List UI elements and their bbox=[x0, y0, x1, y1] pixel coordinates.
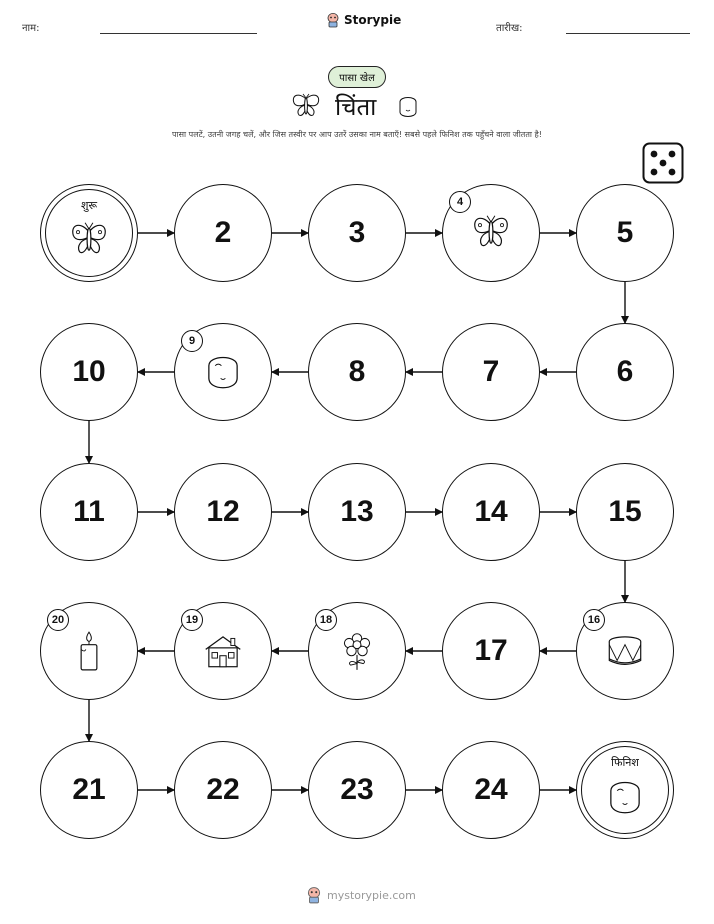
space-number-badge: 16 bbox=[583, 609, 605, 631]
space-number: 5 bbox=[616, 216, 634, 249]
board-space-9 bbox=[174, 323, 272, 421]
footer bbox=[306, 886, 416, 904]
space-number: 15 bbox=[608, 495, 642, 528]
board-space-21 bbox=[40, 741, 138, 839]
space-number-badge: 20 bbox=[47, 609, 69, 631]
board-space-3 bbox=[308, 184, 406, 282]
date-label: तारीख: bbox=[496, 23, 523, 34]
finish-space bbox=[576, 741, 674, 839]
space-number: 10 bbox=[72, 355, 106, 388]
storypie-logo-icon bbox=[306, 886, 322, 904]
space-number: 8 bbox=[348, 355, 366, 388]
board-space-4 bbox=[442, 184, 540, 282]
board-space-12 bbox=[174, 463, 272, 561]
space-number: 11 bbox=[73, 495, 105, 528]
board-space-16 bbox=[576, 602, 674, 700]
name-label: नाम: bbox=[22, 23, 40, 34]
space-number: 24 bbox=[474, 773, 508, 806]
space-number: 23 bbox=[340, 773, 374, 806]
board-space-13 bbox=[308, 463, 406, 561]
space-number: 6 bbox=[616, 355, 634, 388]
house-icon bbox=[201, 629, 245, 673]
space-number: 2 bbox=[214, 216, 232, 249]
footer-site: mystorypie.com bbox=[327, 888, 416, 902]
space-number-badge: 19 bbox=[181, 609, 203, 631]
finish-label: फिनिश bbox=[611, 756, 639, 769]
board-space-24 bbox=[442, 741, 540, 839]
board-space-23 bbox=[308, 741, 406, 839]
start-space bbox=[40, 184, 138, 282]
board-space-15 bbox=[576, 463, 674, 561]
space-number: 14 bbox=[474, 495, 508, 528]
board-space-8 bbox=[308, 323, 406, 421]
space-number-badge: 9 bbox=[181, 330, 203, 352]
space-number: 13 bbox=[340, 495, 374, 528]
board-space-2 bbox=[174, 184, 272, 282]
brand-name: Storypie bbox=[344, 13, 402, 27]
drum-icon bbox=[603, 629, 647, 673]
flower-icon bbox=[335, 629, 379, 673]
page-title: चिंता bbox=[335, 93, 377, 121]
space-number: 22 bbox=[206, 773, 240, 806]
board-space-19 bbox=[174, 602, 272, 700]
butterfly-icon bbox=[469, 211, 513, 255]
worried-face-icon bbox=[201, 350, 245, 394]
instructions: पासा पलटें, उतनी जगह चलें, और जिस तस्वीर पर आप उतरें उसका नाम बताएँ! सबसे पहले फिनिश तक पहुँचने वाला जीतता है! bbox=[172, 130, 542, 139]
space-number-badge: 18 bbox=[315, 609, 337, 631]
board-space-5 bbox=[576, 184, 674, 282]
board-space-18 bbox=[308, 602, 406, 700]
board-space-6 bbox=[576, 323, 674, 421]
butterfly-icon bbox=[67, 218, 111, 262]
worried-face-icon bbox=[603, 775, 647, 819]
board-space-14 bbox=[442, 463, 540, 561]
space-number: 21 bbox=[72, 773, 106, 806]
start-label: शुरू bbox=[80, 199, 98, 212]
board-space-17 bbox=[442, 602, 540, 700]
board-space-22 bbox=[174, 741, 272, 839]
board-space-11 bbox=[40, 463, 138, 561]
candle-icon bbox=[67, 629, 111, 673]
board-space-7 bbox=[442, 323, 540, 421]
space-number-badge: 4 bbox=[449, 191, 471, 213]
space-number: 17 bbox=[474, 634, 508, 667]
board-space-10 bbox=[40, 323, 138, 421]
game-type-tag: पासा खेल bbox=[328, 66, 386, 88]
space-number: 12 bbox=[206, 495, 240, 528]
space-number: 7 bbox=[482, 355, 500, 388]
space-number: 3 bbox=[348, 216, 366, 249]
board-space-20 bbox=[40, 602, 138, 700]
